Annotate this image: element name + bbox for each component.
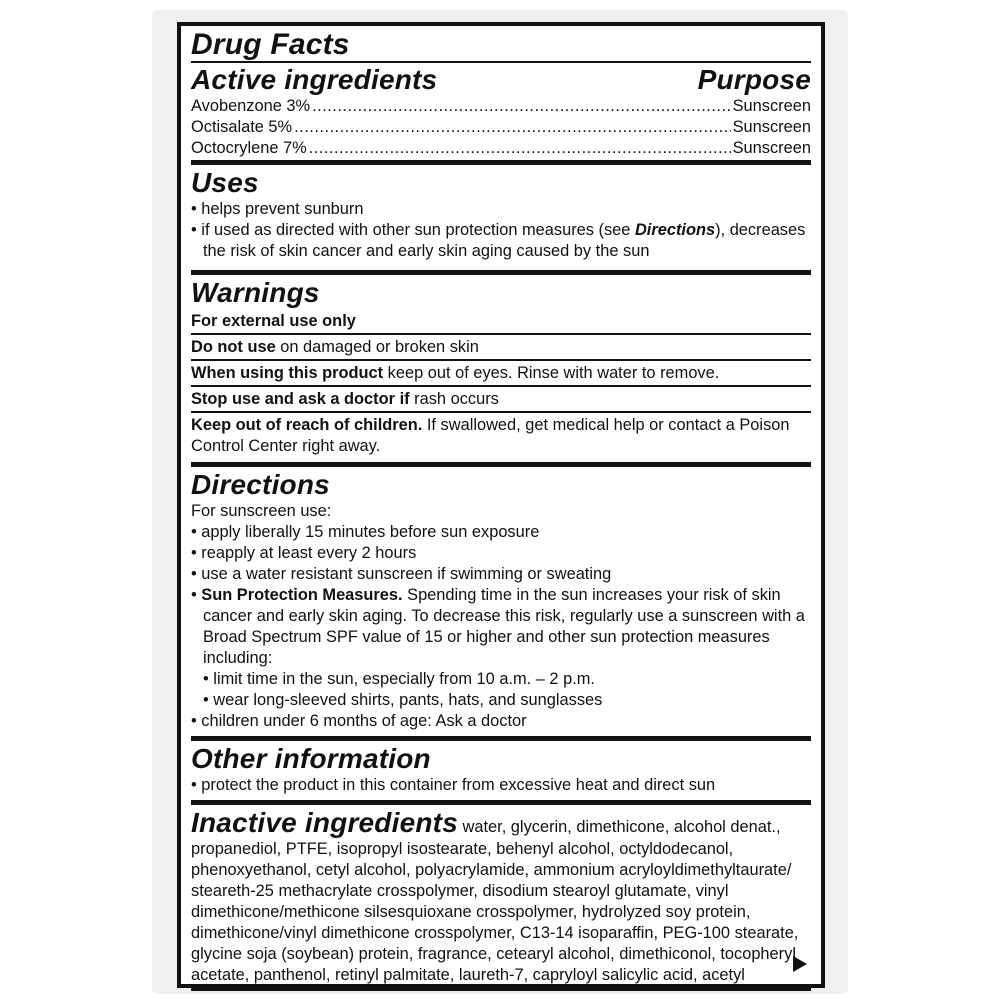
uses-item: • helps prevent sunburn [191,200,364,218]
other-information-item: • protect the product in this container from excessive heat and direct sun [191,776,716,794]
warning-keep-out: Keep out of reach of children. If swallowed, get medical help or contact a Poison Control Center right away. [191,411,811,458]
ingredient-row [191,117,811,138]
ingredient-name: Octisalate 5% [191,118,293,136]
directions-subitem: • limit time in the sun, especially from 10 a.m. – 2 p.m. [203,670,595,688]
warning-when-using: When using this product keep out of eyes. Rinse with water to remove. [191,359,811,385]
active-ingredients-section [191,26,811,165]
directions-heading: Directions [191,469,330,500]
ingredient-name: Avobenzone 3% [191,97,311,115]
directions-section [191,467,811,741]
other-information-heading: Other information [191,743,431,774]
directions-subitem: • wear long-sleeved shirts, pants, hats, and sunglasses [203,691,603,709]
active-ingredients-heading: Active ingredients [191,64,438,95]
ingredient-row [191,96,811,117]
warnings-section [191,275,811,467]
inactive-ingredients-text: Inactive ingredients water, glycerin, dimethicone, alcohol denat., propanediol, PTFE, isopropyl isostearate, behenyl alcohol, octyldodecanol, phenoxyethanol, cetyl alcohol, polyacrylamide, ammonium acryloyldimethyltaurate/ steareth-25 methacrylate crosspolymer, disodium stearoyl glutamate, vinyl dimethicone/methicone silsesquioxane crosspolymer, hydrolyzed soy protein, dimethicone/vinyl dimethicone crosspolymer, C13-14 isoparaffin, PEG-100 stearate, glycine soja (soybean) protein, fragrance, cetearyl alcohol, dimethiconol, tocopheryl acetate, panthenol, retinyl palmitate, laureth-7, capryloyl salicylic acid, acetyl [191,807,799,984]
warning-external: For external use only [191,312,356,330]
warning-stop-use: Stop use and ask a doctor if rash occurs [191,385,811,411]
inactive-ingredients-section [191,805,811,991]
directions-item: • children under 6 months of age: Ask a doctor [191,712,527,730]
uses-section [191,165,811,275]
warning-do-not-use: Do not use on damaged or broken skin [191,333,811,359]
directions-item: • apply liberally 15 minutes before sun exposure [191,523,540,541]
purpose-heading: Purpose [697,64,811,95]
directions-item: • use a water resistant sunscreen if swimming or sweating [191,565,612,583]
inactive-ingredients-heading: Inactive ingredients [191,807,458,838]
other-information-section [191,741,811,805]
ingredient-purpose: Sunscreen [732,118,811,136]
drug-facts-panel [177,22,825,988]
directions-intro: For sunscreen use: [191,502,332,520]
uses-heading: Uses [191,167,259,198]
continue-arrow-icon [793,956,807,972]
ingredient-row [191,138,811,159]
directions-item: • Sun Protection Measures. Spending time in the sun increases your risk of skin cancer and early skin aging. To decrease this risk, regularly use a sunscreen with a Broad Spectrum SPF value of 15 or higher and other sun protection measures including: [191,586,805,667]
drug-facts-title: Drug Facts [191,28,350,61]
ingredient-purpose: Sunscreen [732,139,811,157]
warnings-heading: Warnings [191,277,320,308]
uses-item: • if used as directed with other sun protection measures (see Directions), decreases the risk of skin cancer and early skin aging caused by the sun [191,221,806,260]
ingredient-purpose: Sunscreen [732,97,811,115]
directions-item: • reapply at least every 2 hours [191,544,417,562]
ingredient-name: Octocrylene 7% [191,139,307,157]
